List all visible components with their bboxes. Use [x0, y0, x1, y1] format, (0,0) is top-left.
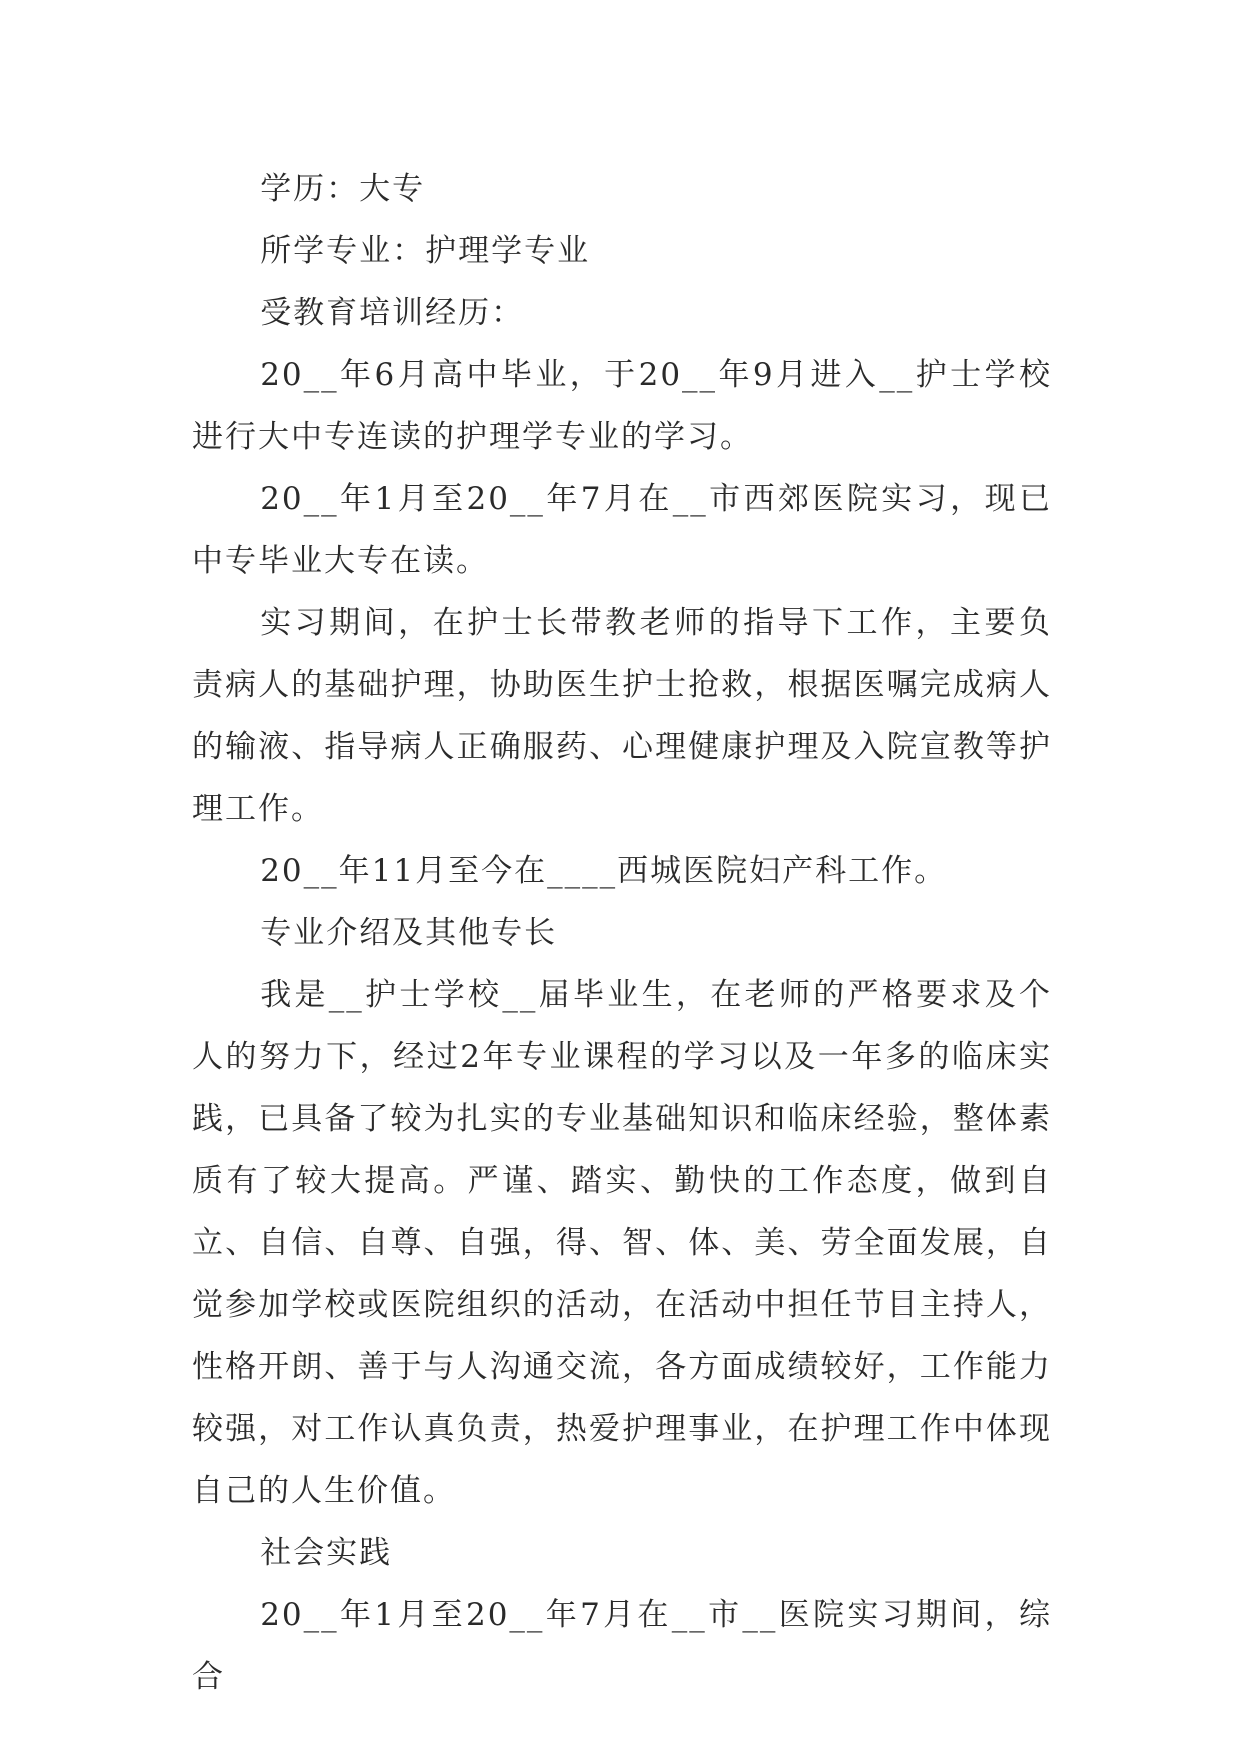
major-line: 所学专业：护理学专业 — [260, 233, 591, 269]
education-line: 学历：大专 — [260, 171, 426, 207]
internship-paragraph: 实习期间，在护士长带教老师的指导下工作，主要负责病人的基础护理，协助医生护士抢救，根据医嘱完成病人的输液、指导病人正确服药、心理健康护理及入院宣教等护理工作。 — [192, 605, 1052, 827]
document-body — [192, 158, 1052, 1708]
specialty-heading: 专业介绍及其他专长 — [260, 915, 558, 951]
training-heading: 受教育培训经历： — [260, 295, 525, 331]
practice-paragraph: 20__年1月至20__年7月在__市__医院实习期间，综合 — [192, 1597, 1052, 1695]
training-paragraph-1: 20__年6月高中毕业，于20__年9月进入__护士学校进行大中专连读的护理学专业的学习。 — [192, 357, 1052, 455]
self-introduction-paragraph: 我是__护士学校__届毕业生，在老师的严格要求及个人的努力下，经过2年专业课程的学习以及一年多的临床实践，已具备了较为扎实的专业基础知识和临床经验，整体素质有了较大提高。严谨、踏实、勤快的工作态度，做到自立、自信、自尊、自强，得、智、体、美、劳全面发展，自觉参加学校或医院组织的活动，在活动中担任节目主持人，性格开朗、善于与人沟通交流，各方面成绩较好，工作能力较强，对工作认真负责，热爱护理事业，在护理工作中体现自己的人生价值。 — [192, 977, 1052, 1509]
current-job-line: 20__年11月至今在____西城医院妇产科工作。 — [260, 853, 948, 889]
training-paragraph-2: 20__年1月至20__年7月在__市西郊医院实习，现已中专毕业大专在读。 — [192, 481, 1052, 579]
practice-heading: 社会实践 — [260, 1535, 393, 1571]
